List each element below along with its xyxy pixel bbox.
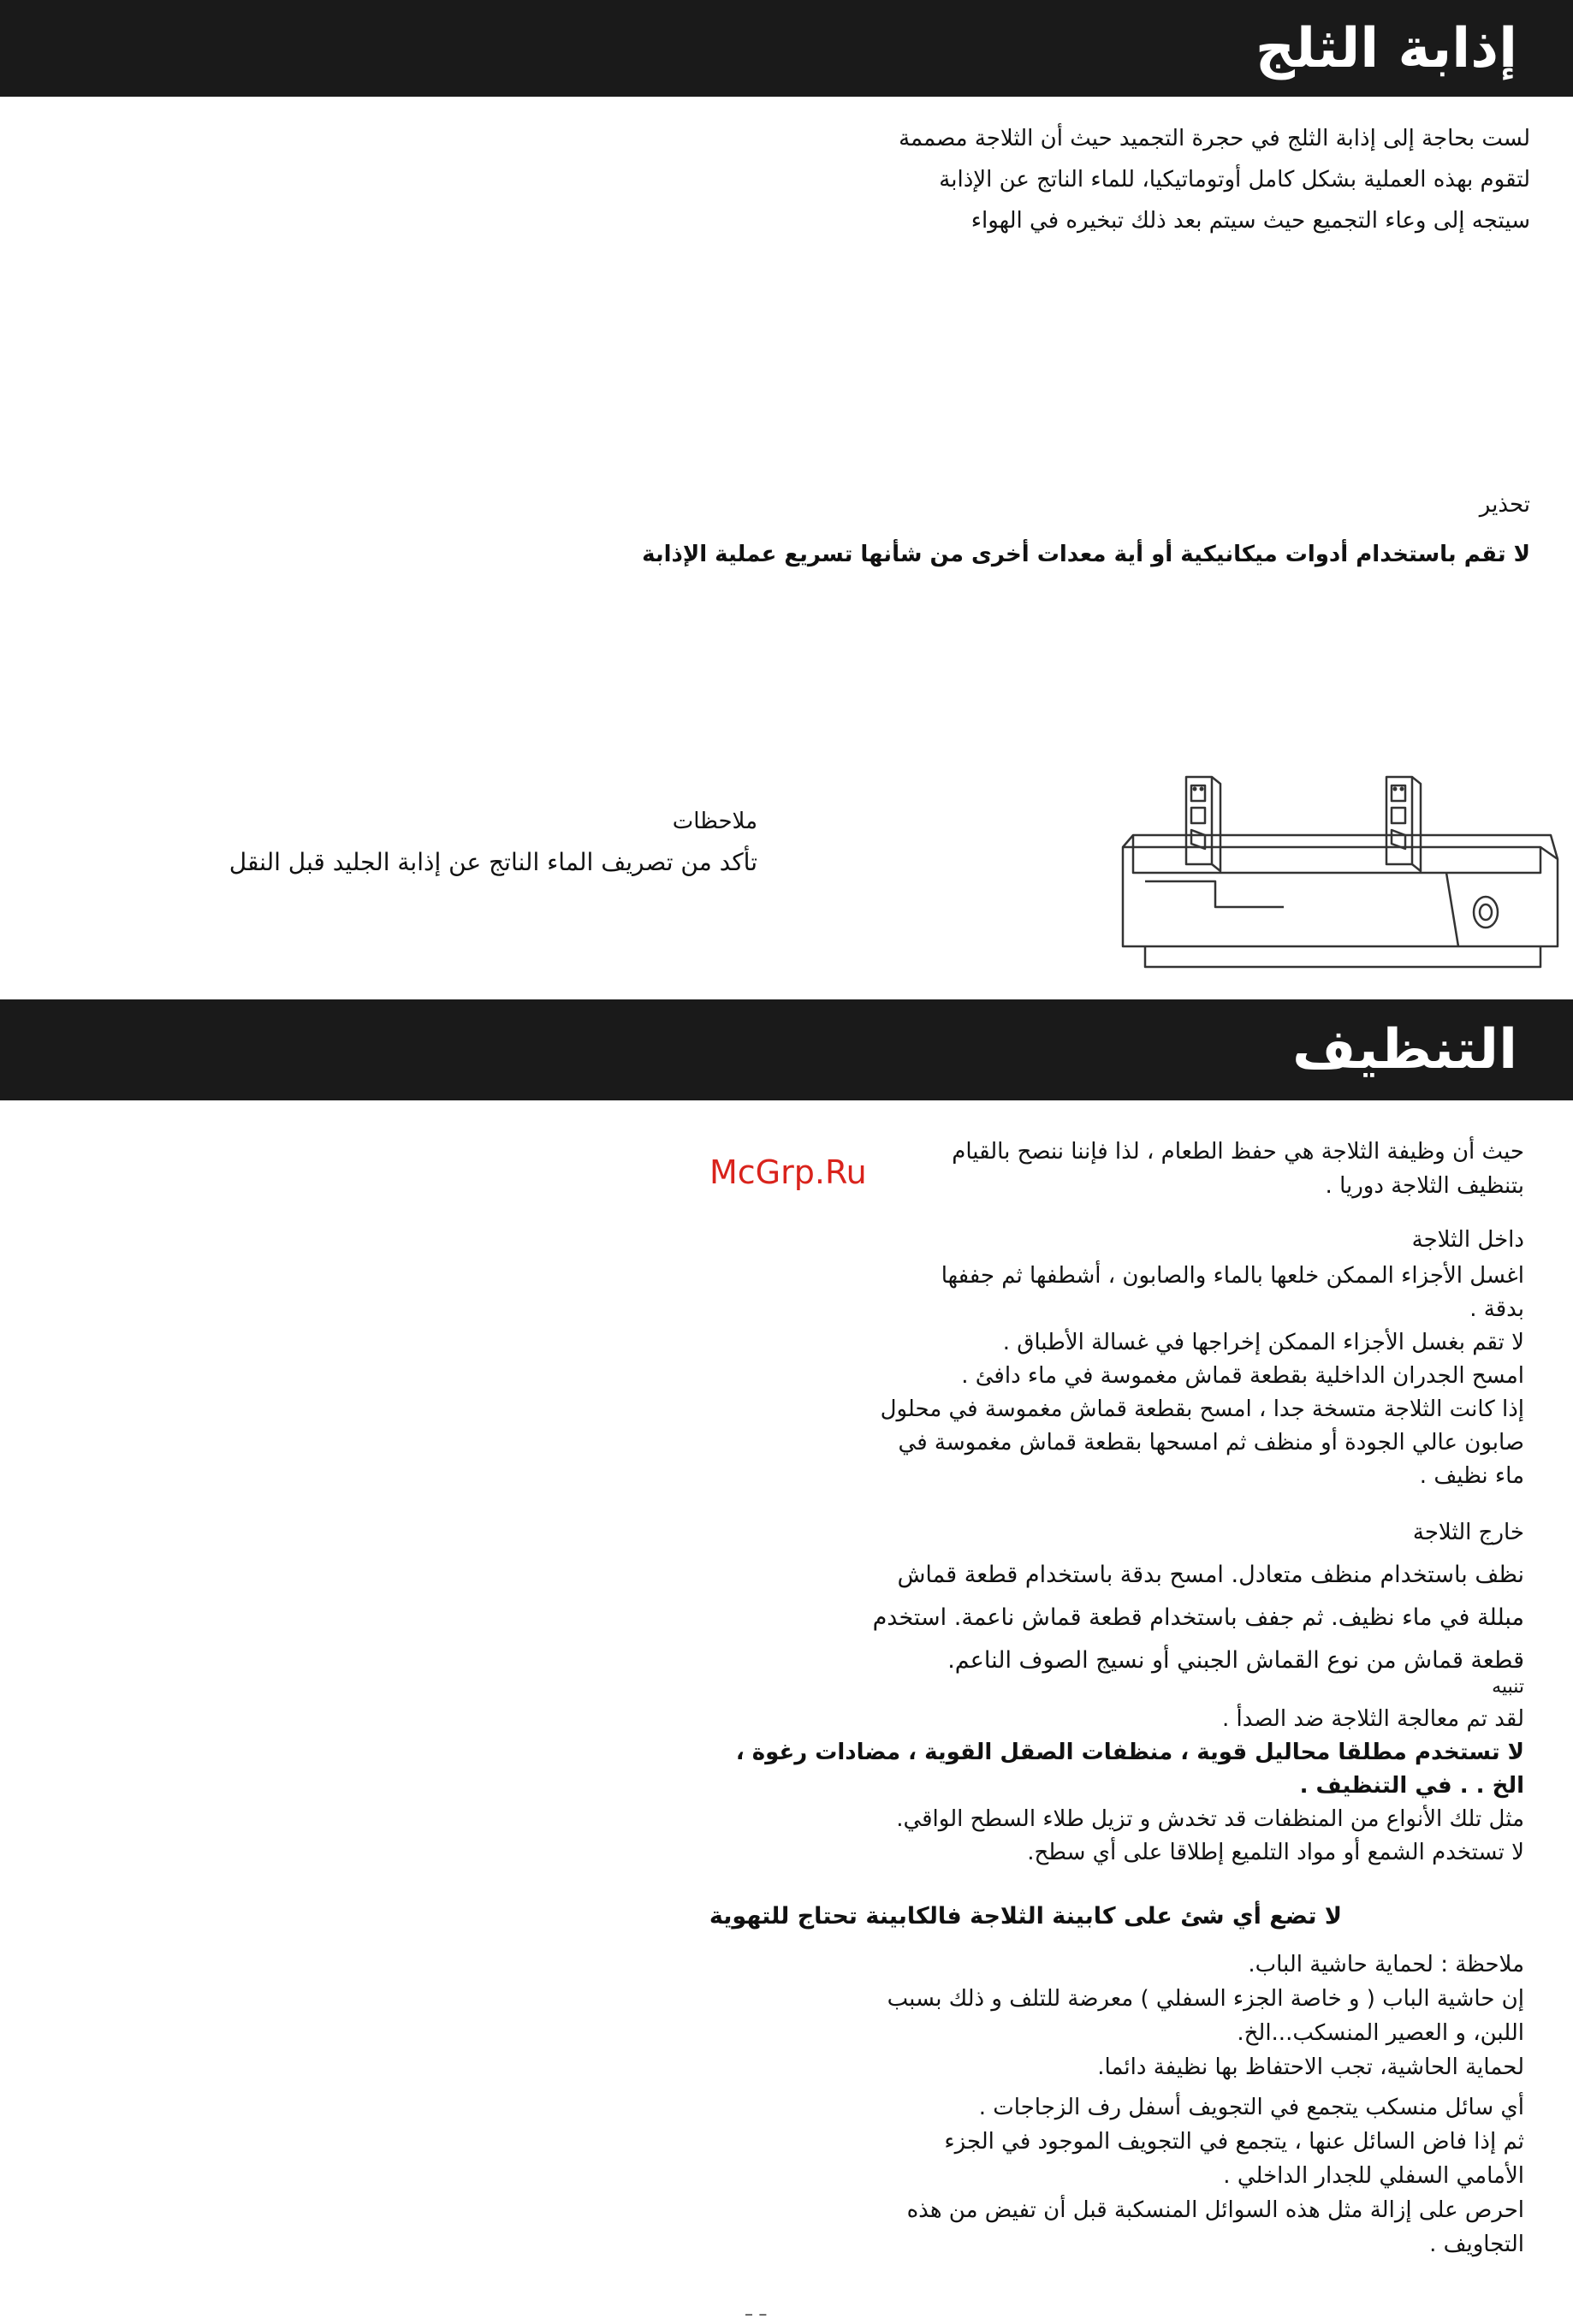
inside-line-3: لا تقم بغسل الأجزاء الممكن إخراجها في غسالة الأطباق . <box>1002 1330 1524 1355</box>
inside-line-7: ماء نظيف . <box>1419 1463 1524 1489</box>
liquid-line-3: الأمامي السفلي للجدار الداخلي . <box>1223 2163 1524 2189</box>
spilled-liquid-note <box>907 2090 1524 2262</box>
ventilation-note: لا تضع أي شئ على كابينة الثلاجة فالكابينة تحتاج للتهوية <box>709 1903 1342 1930</box>
caution-line-2: لا تستخدم مطلقا محاليل قوية ، منظفات الصقل القوية ، مضادات رغوة ، <box>735 1740 1524 1765</box>
liquid-line-2: ثم إذا فاض السائل عنها ، يتجمع في التجويف الموجود في الجزء <box>944 2129 1524 2155</box>
cleaning-intro-line-1: حيث أن وظيفة الثلاجة هي حفظ الطعام ، لذا فإننا ننصح بالقيام <box>952 1139 1524 1165</box>
drain-tray-illustration <box>1113 770 1573 975</box>
door-line-2: إن حاشية الباب ( و خاصة الجزء السفلي ) معرضة للتلف و ذلك بسبب <box>887 1986 1524 2012</box>
defrost-paragraph <box>899 118 1530 241</box>
inside-line-4: امسح الجدران الداخلية بقطعة قماش مغموسة في ماء دافئ . <box>961 1363 1524 1389</box>
outside-line-2: مبللة في ماء نظيف. ثم جفف باستخدام قطعة قماش ناعمة. استخدم <box>872 1604 1524 1631</box>
inside-line-2: بدقة . <box>1469 1296 1524 1322</box>
defrost-line-3: سيتجه إلى وعاء التجميع حيث سيتم بعد ذلك تبخيره في الهواء <box>971 208 1530 234</box>
outside-list <box>873 1554 1524 1682</box>
notes-text: تأكد من تصريف الماء الناتج عن إذابة الجليد قبل النقل <box>229 848 757 876</box>
door-line-3: اللبن، و العصير المنسكب...الخ. <box>1237 2020 1524 2046</box>
door-line-4: لحماية الحاشية، تجب الاحتفاظ بها نظيفة دائما. <box>1097 2054 1524 2080</box>
inside-line-5: إذا كانت الثلاجة متسخة جدا ، امسح بقطعة قماش مغموسة في محلول <box>880 1396 1524 1422</box>
caution-line-5: لا تستخدم الشمع أو مواد التلميع إطلاقا على أي سطح. <box>1027 1840 1524 1865</box>
inside-line-1: اغسل الأجزاء الممكن خلعها بالماء والصابون ، أشطفها ثم جففها <box>941 1263 1524 1289</box>
cleaning-title: التنظيف <box>1292 1018 1517 1082</box>
defrost-header-bar <box>0 0 1573 97</box>
warning-text: لا تقم باستخدام أدوات ميكانيكية أو أية معدات أخرى من شأنها تسريع عملية الإذابة <box>642 542 1530 567</box>
caution-label: تنبيه <box>1492 1676 1524 1698</box>
outside-line-3: قطعة قماش من نوع القماش الجبني أو نسيج الصوف الناعم. <box>947 1647 1524 1674</box>
cleaning-intro <box>952 1135 1524 1203</box>
outside-line-1: نظف باستخدام منظف متعادل. امسح بدقة باستخدام قطعة قماش <box>897 1562 1524 1588</box>
cleaning-header-bar <box>0 999 1573 1100</box>
liquid-line-1: أي سائل منسكب يتجمع في التجويف أسفل رف الزجاجات . <box>978 2095 1524 2120</box>
inside-line-6: صابون عالي الجودة أو منظف ثم امسحها بقطعة قماش مغموسة في <box>898 1430 1524 1455</box>
notes-label: ملاحظات <box>672 809 757 834</box>
page-footer: – – <box>745 2303 768 2324</box>
liquid-line-4: احرص على إزالة مثل هذه السوائل المنسكبة قبل أن تفيض من هذه <box>906 2197 1524 2223</box>
caution-line-1: لقد تم معالجة الثلاجة ضد الصدأ . <box>1222 1706 1524 1732</box>
liquid-line-5: التجاويف . <box>1429 2232 1524 2257</box>
caution-line-3: الخ . . في التنظيف . <box>1299 1773 1524 1799</box>
caution-line-4: مثل تلك الأنواع من المنظفات قد تخدش و تزيل طلاء السطح الواقي. <box>896 1806 1524 1832</box>
cleaning-intro-line-2: بتنظيف الثلاجة دوريا . <box>1325 1173 1524 1199</box>
defrost-line-2: لتقوم بهذه العملية بشكل كامل أوتوماتيكيا، للماء الناتج عن الإذابة <box>939 167 1530 193</box>
outside-label: خارج الثلاجة <box>1412 1520 1524 1545</box>
inside-label: داخل الثلاجة <box>1411 1227 1524 1253</box>
caution-list <box>736 1703 1524 1870</box>
warning-label: تحذير <box>1479 492 1530 518</box>
watermark: McGrp.Ru <box>709 1153 867 1191</box>
defrost-line-1: لست بحاجة إلى إذابة الثلج في حجرة التجميد حيث أن الثلاجة مصممة <box>899 126 1530 151</box>
defrost-title: إذابة الثلج <box>1255 16 1517 80</box>
door-gasket-note <box>887 1948 1524 2084</box>
door-line-1: ملاحظة : لحماية حاشية الباب. <box>1248 1952 1524 1977</box>
inside-list <box>881 1260 1524 1493</box>
